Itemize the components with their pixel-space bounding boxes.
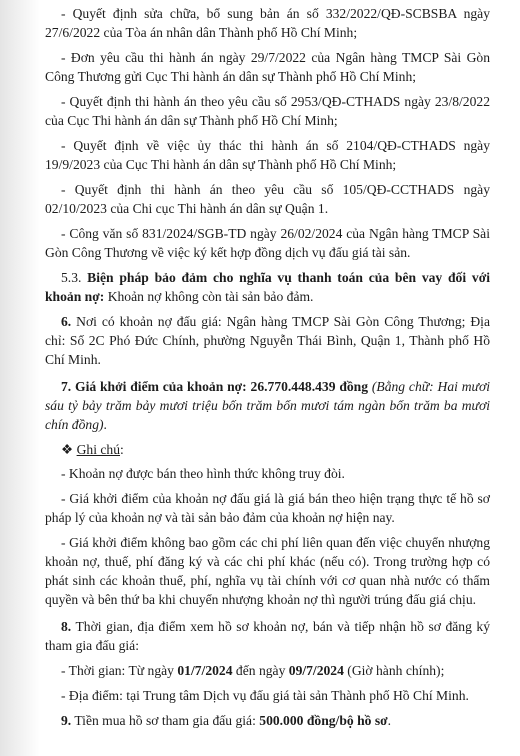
section-9 — [45, 711, 490, 730]
item-cong-van-831: - Công văn số 831/2024/SGB-TD ngày 26/02/2024 của Ngân hàng TMCP Sài Gòn Công Thương về việc ký kết hợp đồng dịch vụ đấu giá tài sản. — [45, 226, 490, 260]
section-8 — [45, 617, 490, 655]
section-8-time — [45, 661, 490, 680]
section-9-end: . — [387, 713, 392, 728]
section-7-words: (Bằng chữ: Hai mươi sáu tỷ bảy trăm bảy mươi triệu bốn trăm bốn mươi tám ngàn bốn trăm ba mươi chín đồng) — [45, 379, 490, 432]
time-suffix: (Giờ hành chính); — [343, 663, 445, 678]
section-5-3-label: 5.3. — [61, 270, 88, 285]
item-qd-sua-chua: - Quyết định sửa chữa, bổ sung bản án số 332/2022/QĐ-SCBSBA ngày 27/6/2022 của Tòa án nhân dân Thành phố Hồ Chí Minh; — [45, 6, 490, 40]
item-qd-thi-hanh-2953: - Quyết định thi hành án theo yêu cầu số 2953/QĐ-CTHADS ngày 23/8/2022 của Cục Thi hành án dân sự Thành phố Hồ Chí Minh; — [45, 94, 490, 128]
section-9-label: 9. — [61, 713, 72, 728]
section-6-label: 6. — [61, 314, 72, 329]
diamond-bullet-icon: ❖ — [61, 442, 77, 457]
notes-title: Ghi chú — [76, 442, 121, 457]
time-start: 01/7/2024 — [177, 663, 233, 678]
time-prefix: - Thời gian: Từ ngày — [61, 663, 178, 678]
section-7-end: . — [103, 417, 107, 432]
time-mid: đến ngày — [232, 663, 289, 678]
item-don-yeu-cau: - Đơn yêu cầu thi hành án ngày 29/7/2022 của Ngân hàng TMCP Sài Gòn Công Thương gửi Cục Thi hành án dân sự Thành phố Hồ Chí Minh; — [45, 50, 490, 84]
section-5-3-text: Khoản nợ không còn tài sản bảo đảm. — [104, 289, 314, 304]
section-7 — [45, 377, 490, 434]
section-6 — [45, 312, 490, 369]
time-end: 09/7/2024 — [288, 663, 344, 678]
note-item: - Khoản nợ được bán theo hình thức không truy đòi. — [61, 466, 345, 481]
section-7-heading: 7. Giá khởi điểm của khoản nợ: 26.770.448.439 đồng — [61, 379, 369, 394]
item-qd-thi-hanh-105: - Quyết định thi hành án theo yêu cầu số 105/QĐ-CCTHADS ngày 02/10/2023 của Chi cục Thi hành án dân sự Quận 1. — [45, 182, 490, 216]
item-qd-uy-thac-2104: - Quyết định về việc ủy thác thi hành án số 2104/QĐ-CTHADS ngày 19/9/2023 của Cục Thi hành án dân sự Thành phố Hồ Chí Minh; — [45, 138, 490, 172]
section-9-text: Tiền mua hồ sơ tham gia đấu giá: — [71, 713, 260, 728]
notes-colon: : — [120, 442, 124, 457]
note-item: - Giá khởi điểm của khoản nợ đấu giá là giá bán theo hiện trạng thực tế hồ sơ pháp lý của khoản nợ và tài sản bảo đảm của khoản nợ hiện nay. — [45, 491, 490, 525]
section-5-3-heading: Biện pháp bảo đảm cho nghĩa vụ thanh toán của bên vay đối với khoản nợ: — [45, 270, 490, 304]
note-item: - Giá khởi điểm không bao gồm các chi phí liên quan đến việc chuyển nhượng khoản nợ, thuế, phí đăng ký và các chi phí khác (nếu có). Trong trường hợp có phát sinh các khoản thuế, phí, nghĩa vụ tài chính với cơ quan nhà nước có thẩm quyền và bên thứ ba khi chuyển nhượng khoản nợ thì người trúng đấu giá chịu. — [45, 535, 490, 607]
section-8-label: 8. — [61, 619, 72, 634]
section-8-text: Thời gian, địa điểm xem hồ sơ khoản nợ, bán và tiếp nhận hồ sơ đăng ký tham gia đấu giá: — [45, 619, 490, 653]
section-9-amount: 500.000 đồng/bộ hồ sơ — [259, 713, 388, 728]
section-5-3 — [45, 268, 490, 306]
notes-heading — [45, 440, 490, 459]
section-8-place: - Địa điểm: tại Trung tâm Dịch vụ đấu giá tài sản Thành phố Hồ Chí Minh. — [61, 688, 469, 703]
section-6-text: Nơi có khoản nợ đấu giá: Ngân hàng TMCP Sài Gòn Công Thương; Địa chỉ: Số 2C Phó Đức Chính, phường Nguyễn Thái Bình, Quận 1, Thành phố Hồ Chí Minh. — [45, 314, 490, 367]
